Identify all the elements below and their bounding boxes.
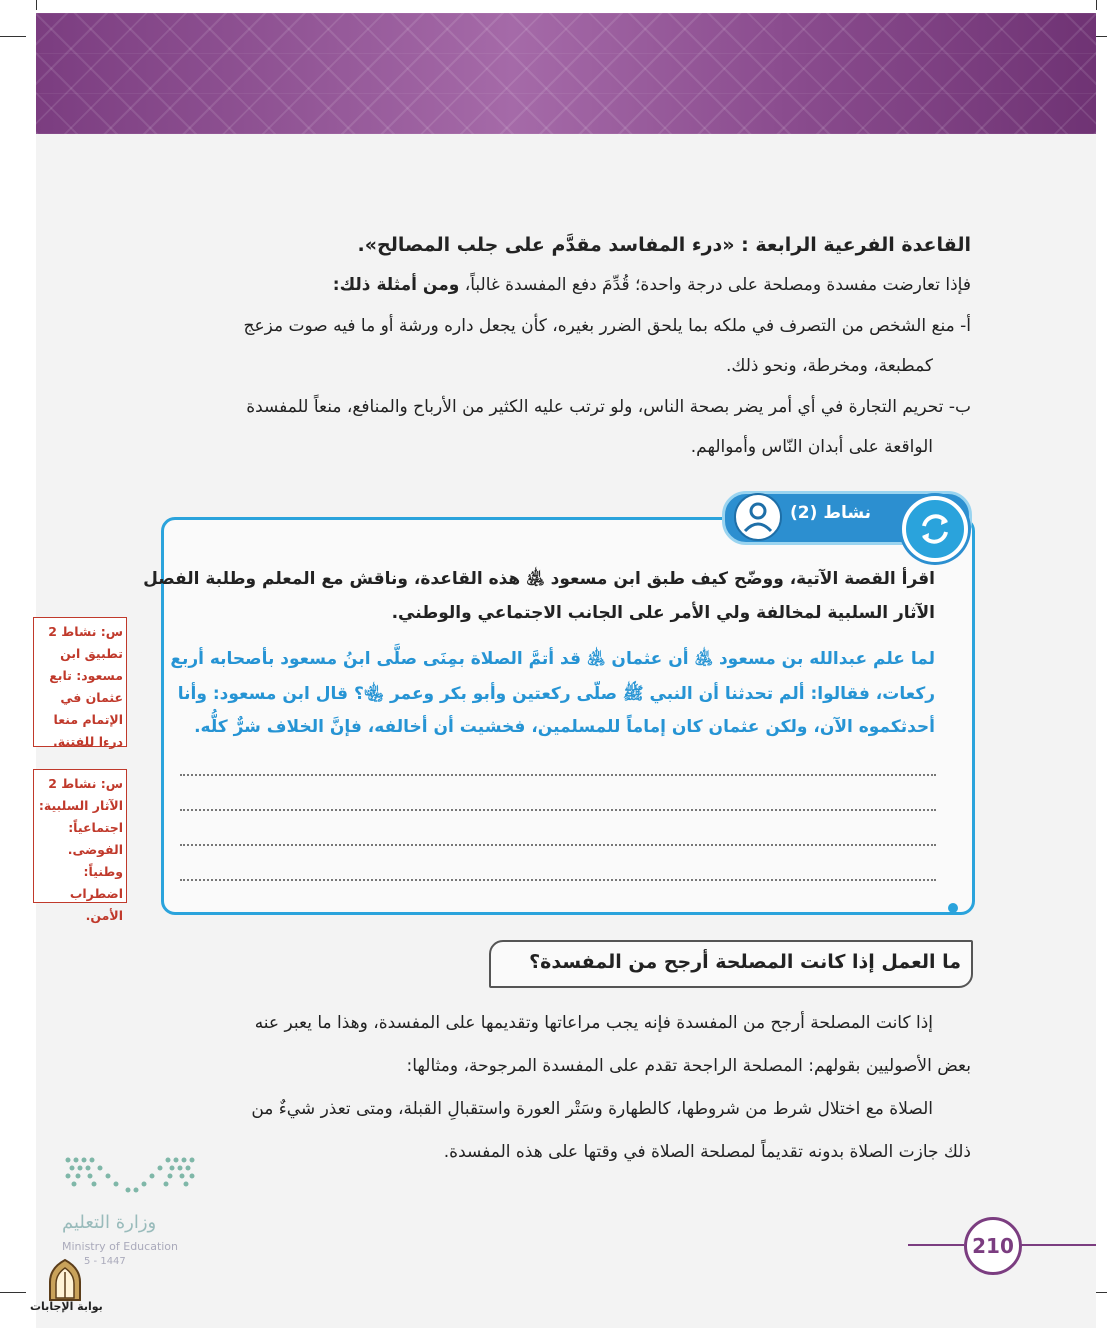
crop-mark [1096, 0, 1097, 10]
cycle-icon [902, 496, 968, 562]
portal-logo-icon [44, 1258, 86, 1302]
rule-intro-text: فإذا تعارضت مفسدة ومصلحة على درجة واحدة؛ قُدِّمَ دفع المفسدة غالباً، [464, 275, 971, 295]
side-note-title: س: نشاط 2 [48, 624, 123, 639]
ministry-name-en: Ministry of Education [62, 1240, 179, 1253]
edition-year: 5 - 1447 [84, 1256, 126, 1267]
example-a-line-1: أ- منع الشخص من التصرف في ملكه بما يلحق الضرر بغيره، كأن يجعل داره ورشة أو ما فيه صوت مزعج [243, 316, 971, 336]
answer-line[interactable] [180, 844, 936, 846]
activity-prompt-1: اقرأ القصة الآتية، ووضّح كيف طبق ابن مسعود ﵁ هذه القاعدة، وناقش مع المعلم وطلبة الفصل [143, 569, 935, 589]
question-title: ما العمل إذا كانت المصلحة أرجح من المفسدة؟ [529, 951, 961, 973]
portal-name: بوابة الإجابات [30, 1300, 103, 1313]
question-paragraph-4: ذلك جازت الصلاة بدونه تقديماً لمصلحة الصلاة في وقتها على هذه المفسدة. [443, 1142, 971, 1162]
user-icon [734, 493, 782, 541]
activity-story-2: ركعات، فقالوا: ألم تحدثنا أن النبي ﷺ صلّى ركعتين وأبو بكر وعمر ﵄؟ قال ابن مسعود: وأنا [177, 684, 935, 704]
side-note-body: تطبيق ابن مسعود: تابع عثمان في الإتمام منعا درءا للفتنة. [49, 646, 123, 749]
activity-story-1: لما علم عبدالله بن مسعود ﵁ أن عثمان ﵁ قد أتمَّ الصلاة بمِنَى صلَّى ابنُ مسعود بأصحابه أربع [170, 649, 935, 669]
ministry-name-ar: وزارة التعليم [62, 1212, 157, 1233]
activity-box-dot [948, 903, 958, 913]
activity-story-3: أحدثكموه الآن، ولكن عثمان كان إماماً للمسلمين، فخشيت أن أخالفه، فإنَّ الخلاف شرٌّ كلُّه. [194, 717, 935, 737]
rule-intro-bold: ومن أمثلة ذلك: [332, 275, 460, 295]
activity-prompt-2: الآثار السلبية لمخالفة ولي الأمر على الجانب الاجتماعي والوطني. [391, 603, 935, 623]
activity-label: نشاط (2) [790, 503, 872, 523]
header-pattern-band [36, 13, 1096, 134]
answer-line[interactable] [180, 879, 936, 881]
example-a-line-2: كمطبعة، ومخرطة، ونحو ذلك. [726, 356, 933, 376]
rule-intro [333, 275, 971, 295]
example-b-line-1: ب- تحريم التجارة في أي أمر يضر بصحة الناس، ولو ترتب عليه الكثير من الأرباح والمنافع، منعاً للمفسدة [246, 397, 971, 417]
example-b-line-2: الواقعة على أبدان النّاس وأموالهم. [690, 437, 933, 457]
side-note [33, 617, 127, 747]
answer-line[interactable] [180, 774, 936, 776]
rule-title: القاعدة الفرعية الرابعة : «درء المفاسد مقدَّم على جلب المصالح». [357, 234, 971, 256]
page-number-rule [908, 1244, 964, 1246]
ministry-logo-icon [64, 1156, 196, 1196]
question-paragraph-1: إذا كانت المصلحة أرجح من المفسدة فإنه يجب مراعاتها وتقديمها على المفسدة، وهذا ما يعبر عنه [254, 1013, 933, 1033]
page-number: 210 [964, 1217, 1022, 1275]
side-note-body: الآثار السلبية: اجتماعياً: الفوضى. وطنياً: اضطراب الأمن. [38, 798, 123, 923]
side-note [33, 769, 127, 923]
crop-mark [0, 36, 26, 37]
answer-line[interactable] [180, 809, 936, 811]
side-note-title: س: نشاط 2 [48, 776, 123, 791]
page-number-rule [1016, 1244, 1096, 1246]
crop-mark [36, 0, 37, 10]
crop-mark [0, 1292, 26, 1293]
question-paragraph-3: الصلاة مع اختلال شرط من شروطها، كالطهارة وسَتْر العورة واستقبالِ القبلة، ومتى تعذر شيءٌ من [251, 1099, 933, 1119]
question-paragraph-2: بعض الأصوليين بقولهم: المصلحة الراجحة تقدم على المفسدة المرجوحة، ومثالها: [406, 1056, 971, 1076]
